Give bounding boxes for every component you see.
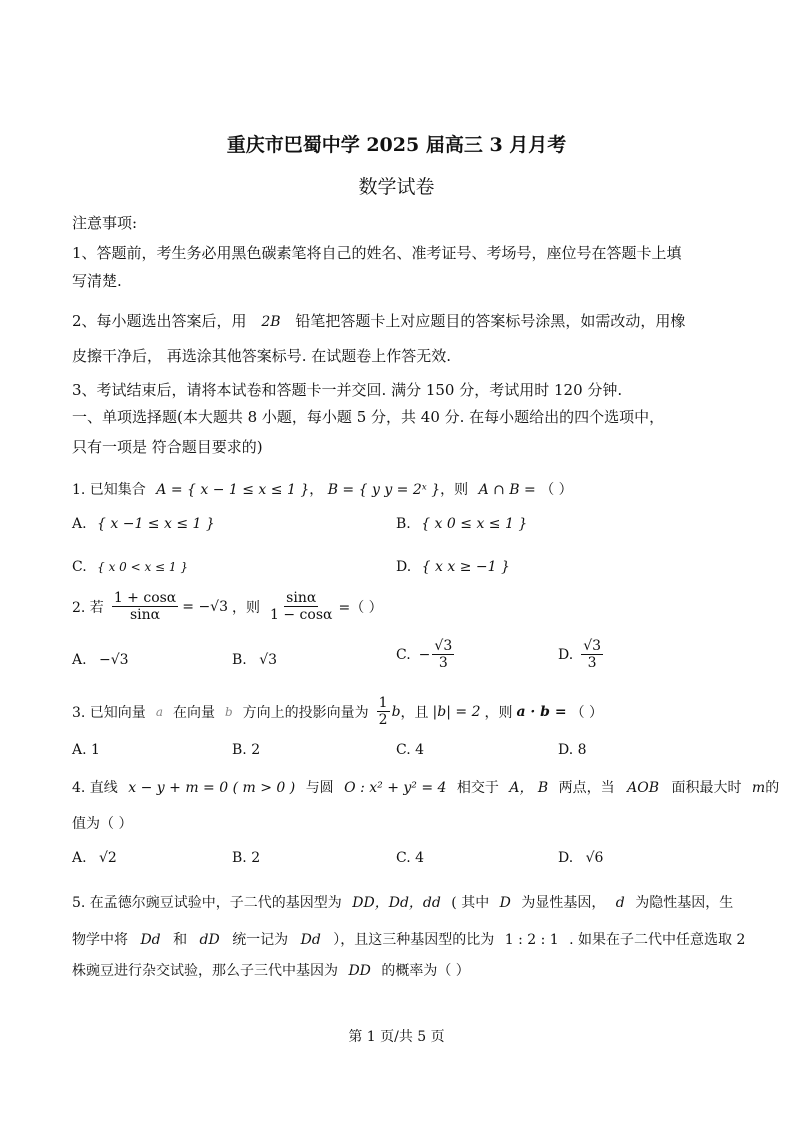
q1-set-b: B = { y y = 2ˣ } <box>327 482 441 498</box>
q5-dominant-gene: D <box>499 895 511 911</box>
q1-sep: ， <box>309 482 324 498</box>
question-1-stem <box>72 479 573 499</box>
notice-item-2-line-2: 皮擦干净后， 再选涂其他答案标号. 在试题卷上作答无效. <box>72 347 452 365</box>
q4-option-d <box>558 850 603 866</box>
q2-option-d-numerator: √3 <box>583 638 602 654</box>
q4-suffix: 的 <box>765 780 780 796</box>
q1-option-b <box>396 516 527 532</box>
q5-text-8: ），且这三种基因型的比为 <box>333 932 495 948</box>
q4-prefix: 4. 直线 <box>72 780 118 796</box>
question-5-line-1 <box>72 892 733 912</box>
q5-text-10: 株豌豆进行杂交试验，那么子三代中基因为 <box>72 963 338 979</box>
q1-option-c <box>72 559 188 575</box>
q5-genotypes: DD，Dd，dd <box>352 895 441 911</box>
q1-option-a-value: { x −1 ≤ x ≤ 1 } <box>97 516 215 532</box>
q4-option-d-value: √6 <box>585 850 604 866</box>
q5-genotype-Dd: Dd <box>140 932 161 948</box>
q4-option-a-value: √2 <box>99 850 117 866</box>
exam-title: 重庆市巴蜀中学 2025 届高三 3 月月考 <box>226 134 567 156</box>
page-footer: 第 1 页/共 5 页 <box>348 1029 445 1045</box>
q4-mid-4: 面积最大时 <box>671 780 742 796</box>
section-1-line-2: 只有一项是 符合题目要求的) <box>72 438 263 456</box>
q2-fraction-2-denominator: 1 − cosα <box>270 607 333 623</box>
q1-option-b-value: { x 0 ≤ x ≤ 1 } <box>421 516 528 532</box>
q2-fraction-1-denominator: sinα <box>129 607 161 623</box>
q5-text-1: 5. 在孟德尔豌豆试验中，子二代的基因型为 <box>72 895 342 911</box>
q5-text-9: . 如果在子二代中任意选取 2 <box>569 932 746 948</box>
q2-option-a-label: A. <box>72 652 87 668</box>
q1-option-d <box>396 559 510 575</box>
q2-fraction-1 <box>112 590 178 623</box>
q3-fraction-denominator: 2 <box>378 712 388 728</box>
q3-option-d: D. 8 <box>558 742 587 758</box>
section-1-line-1: 一、单项选择题(本大题共 8 小题，每小题 5 分，共 40 分. 在每小题给出的四个选项中， <box>72 408 665 426</box>
q2-option-d-fraction <box>581 638 603 671</box>
exam-subtitle: 数学试卷 <box>358 176 435 198</box>
q1-option-c-label: C. <box>72 559 87 575</box>
question-4-stem <box>72 777 779 797</box>
q4-mid-1: 与圆 <box>305 780 334 796</box>
q2-mid: ，则 <box>232 599 261 616</box>
q3-option-c: C. 4 <box>396 742 425 758</box>
q3-option-b: B. 2 <box>232 742 261 758</box>
q3-mid-1: 在向量 <box>172 704 215 721</box>
q5-text-11: 的概率为（ ） <box>381 963 470 979</box>
q5-text-5: 物学中将 <box>72 932 128 948</box>
q5-text-3: 为显性基因， <box>521 895 606 911</box>
q2-option-c-fraction <box>432 638 454 671</box>
q2-option-d-label: D. <box>558 646 574 663</box>
q1-option-a-label: A. <box>72 516 87 532</box>
q3-vector-b-2: b <box>391 703 401 720</box>
q2-option-a <box>72 652 129 668</box>
q2-fraction-2 <box>268 590 334 623</box>
q1-option-c-value: { x 0 < x ≤ 1 } <box>97 560 189 574</box>
q2-option-d <box>558 638 603 671</box>
q4-points: A， B <box>509 780 549 796</box>
notice-item-1-line-2: 写清楚. <box>72 272 122 290</box>
q3-magnitude: |b| = 2 <box>432 703 481 720</box>
notice-item-3: 3、考试结束后，请将本试卷和答题卡一并交回. 满分 150 分，考试用时 120 分钟. <box>72 381 623 399</box>
q3-option-a: A. 1 <box>72 742 100 758</box>
q1-suffix: ，则 <box>440 482 469 498</box>
q5-recessive-gene: d <box>615 895 625 911</box>
q4-triangle: AOB <box>627 780 659 796</box>
q2-equation: = −√3 <box>182 598 229 615</box>
q3-prefix: 3. 已知向量 <box>72 704 146 721</box>
q2-option-b <box>232 652 277 668</box>
q4-mid-3: 两点，当 <box>558 780 615 796</box>
q4-mid-2: 相交于 <box>456 780 499 796</box>
q5-text-4: 为隐性基因，生 <box>635 895 734 911</box>
q2-option-c-label: C. <box>396 646 411 663</box>
q3-fraction-numerator: 1 <box>378 695 388 711</box>
q1-expr: A ∩ B = <box>478 482 536 498</box>
q3-vector-a: a <box>155 704 163 719</box>
q2-suffix: =（ ） <box>338 599 383 616</box>
notice-heading: 注意事项: <box>72 214 138 232</box>
q3-dot-product: a · b = <box>516 703 567 720</box>
q5-text-6: 和 <box>173 932 188 948</box>
q2-option-b-value: √3 <box>259 652 278 668</box>
q4-option-a <box>72 850 117 866</box>
q1-option-b-label: B. <box>396 516 411 532</box>
q4-circle-equation: O : x² + y² = 4 <box>344 780 447 796</box>
notice-item-1-line-1: 1、答题前，考生务必用黑色碳素笔将自己的姓名、准考证号、考场号，座位号在答题卡上填 <box>72 244 682 262</box>
q3-fraction <box>377 695 390 728</box>
q5-genotype-dD: dD <box>199 932 220 948</box>
q3-mid-4: ，则 <box>484 704 513 721</box>
q4-variable-m: m <box>751 780 766 796</box>
q1-set-a: A = { x − 1 ≤ x ≤ 1 } <box>156 482 310 498</box>
notice-item-2-math: 2B <box>261 314 281 330</box>
q1-option-d-label: D. <box>396 559 412 575</box>
q3-vector-b: b <box>224 704 233 719</box>
notice-item-2-line-1 <box>72 310 685 331</box>
q1-option-d-value: { x x ≥ −1 } <box>421 559 510 575</box>
q2-option-c-sign: − <box>418 646 431 663</box>
q4-option-b: B. 2 <box>232 850 261 866</box>
question-2-stem <box>72 590 383 623</box>
q2-option-d-denominator: 3 <box>587 655 597 671</box>
q3-paren: （ ） <box>570 704 604 721</box>
q3-mid-3: ，且 <box>400 704 429 721</box>
q5-text-7: 统一记为 <box>232 932 289 948</box>
q2-option-c-denominator: 3 <box>438 655 448 671</box>
q2-option-c <box>396 638 454 671</box>
q1-option-a <box>72 516 215 532</box>
q2-prefix: 2. 若 <box>72 599 104 616</box>
q2-fraction-2-numerator: sinα <box>286 590 317 606</box>
q2-option-c-numerator: √3 <box>434 638 453 654</box>
q4-line-equation: x − y + m = 0 ( m > 0 ) <box>128 780 296 796</box>
question-5-line-3 <box>72 960 470 980</box>
q1-paren: （ ） <box>540 482 573 498</box>
q4-option-c: C. 4 <box>396 850 425 866</box>
question-3-stem <box>72 695 603 728</box>
q5-text-2: ( 其中 <box>451 895 490 911</box>
question-5-line-2 <box>72 929 745 949</box>
q2-option-a-value: −√3 <box>99 652 129 668</box>
notice-item-2-text-a: 2、每小题选出答案后，用 <box>72 312 247 330</box>
q1-prefix: 1. 已知集合 <box>72 482 146 498</box>
q3-mid-2: 方向上的投影向量为 <box>242 704 369 721</box>
q5-ratio: 1 : 2 : 1 <box>504 932 559 948</box>
question-4-line-2: 值为（ ） <box>72 816 133 832</box>
q2-option-b-label: B. <box>232 652 247 668</box>
q2-fraction-1-numerator: 1 + cosα <box>113 590 177 606</box>
notice-item-2-text-b: 铅笔把答题卡上对应题目的答案标号涂黑，如需改动，用橡 <box>295 312 686 330</box>
q4-option-d-label: D. <box>558 850 574 866</box>
q5-genotype-Dd-2: Dd <box>300 932 321 948</box>
q4-option-a-label: A. <box>72 850 87 866</box>
q5-genotype-DD: DD <box>348 963 371 979</box>
